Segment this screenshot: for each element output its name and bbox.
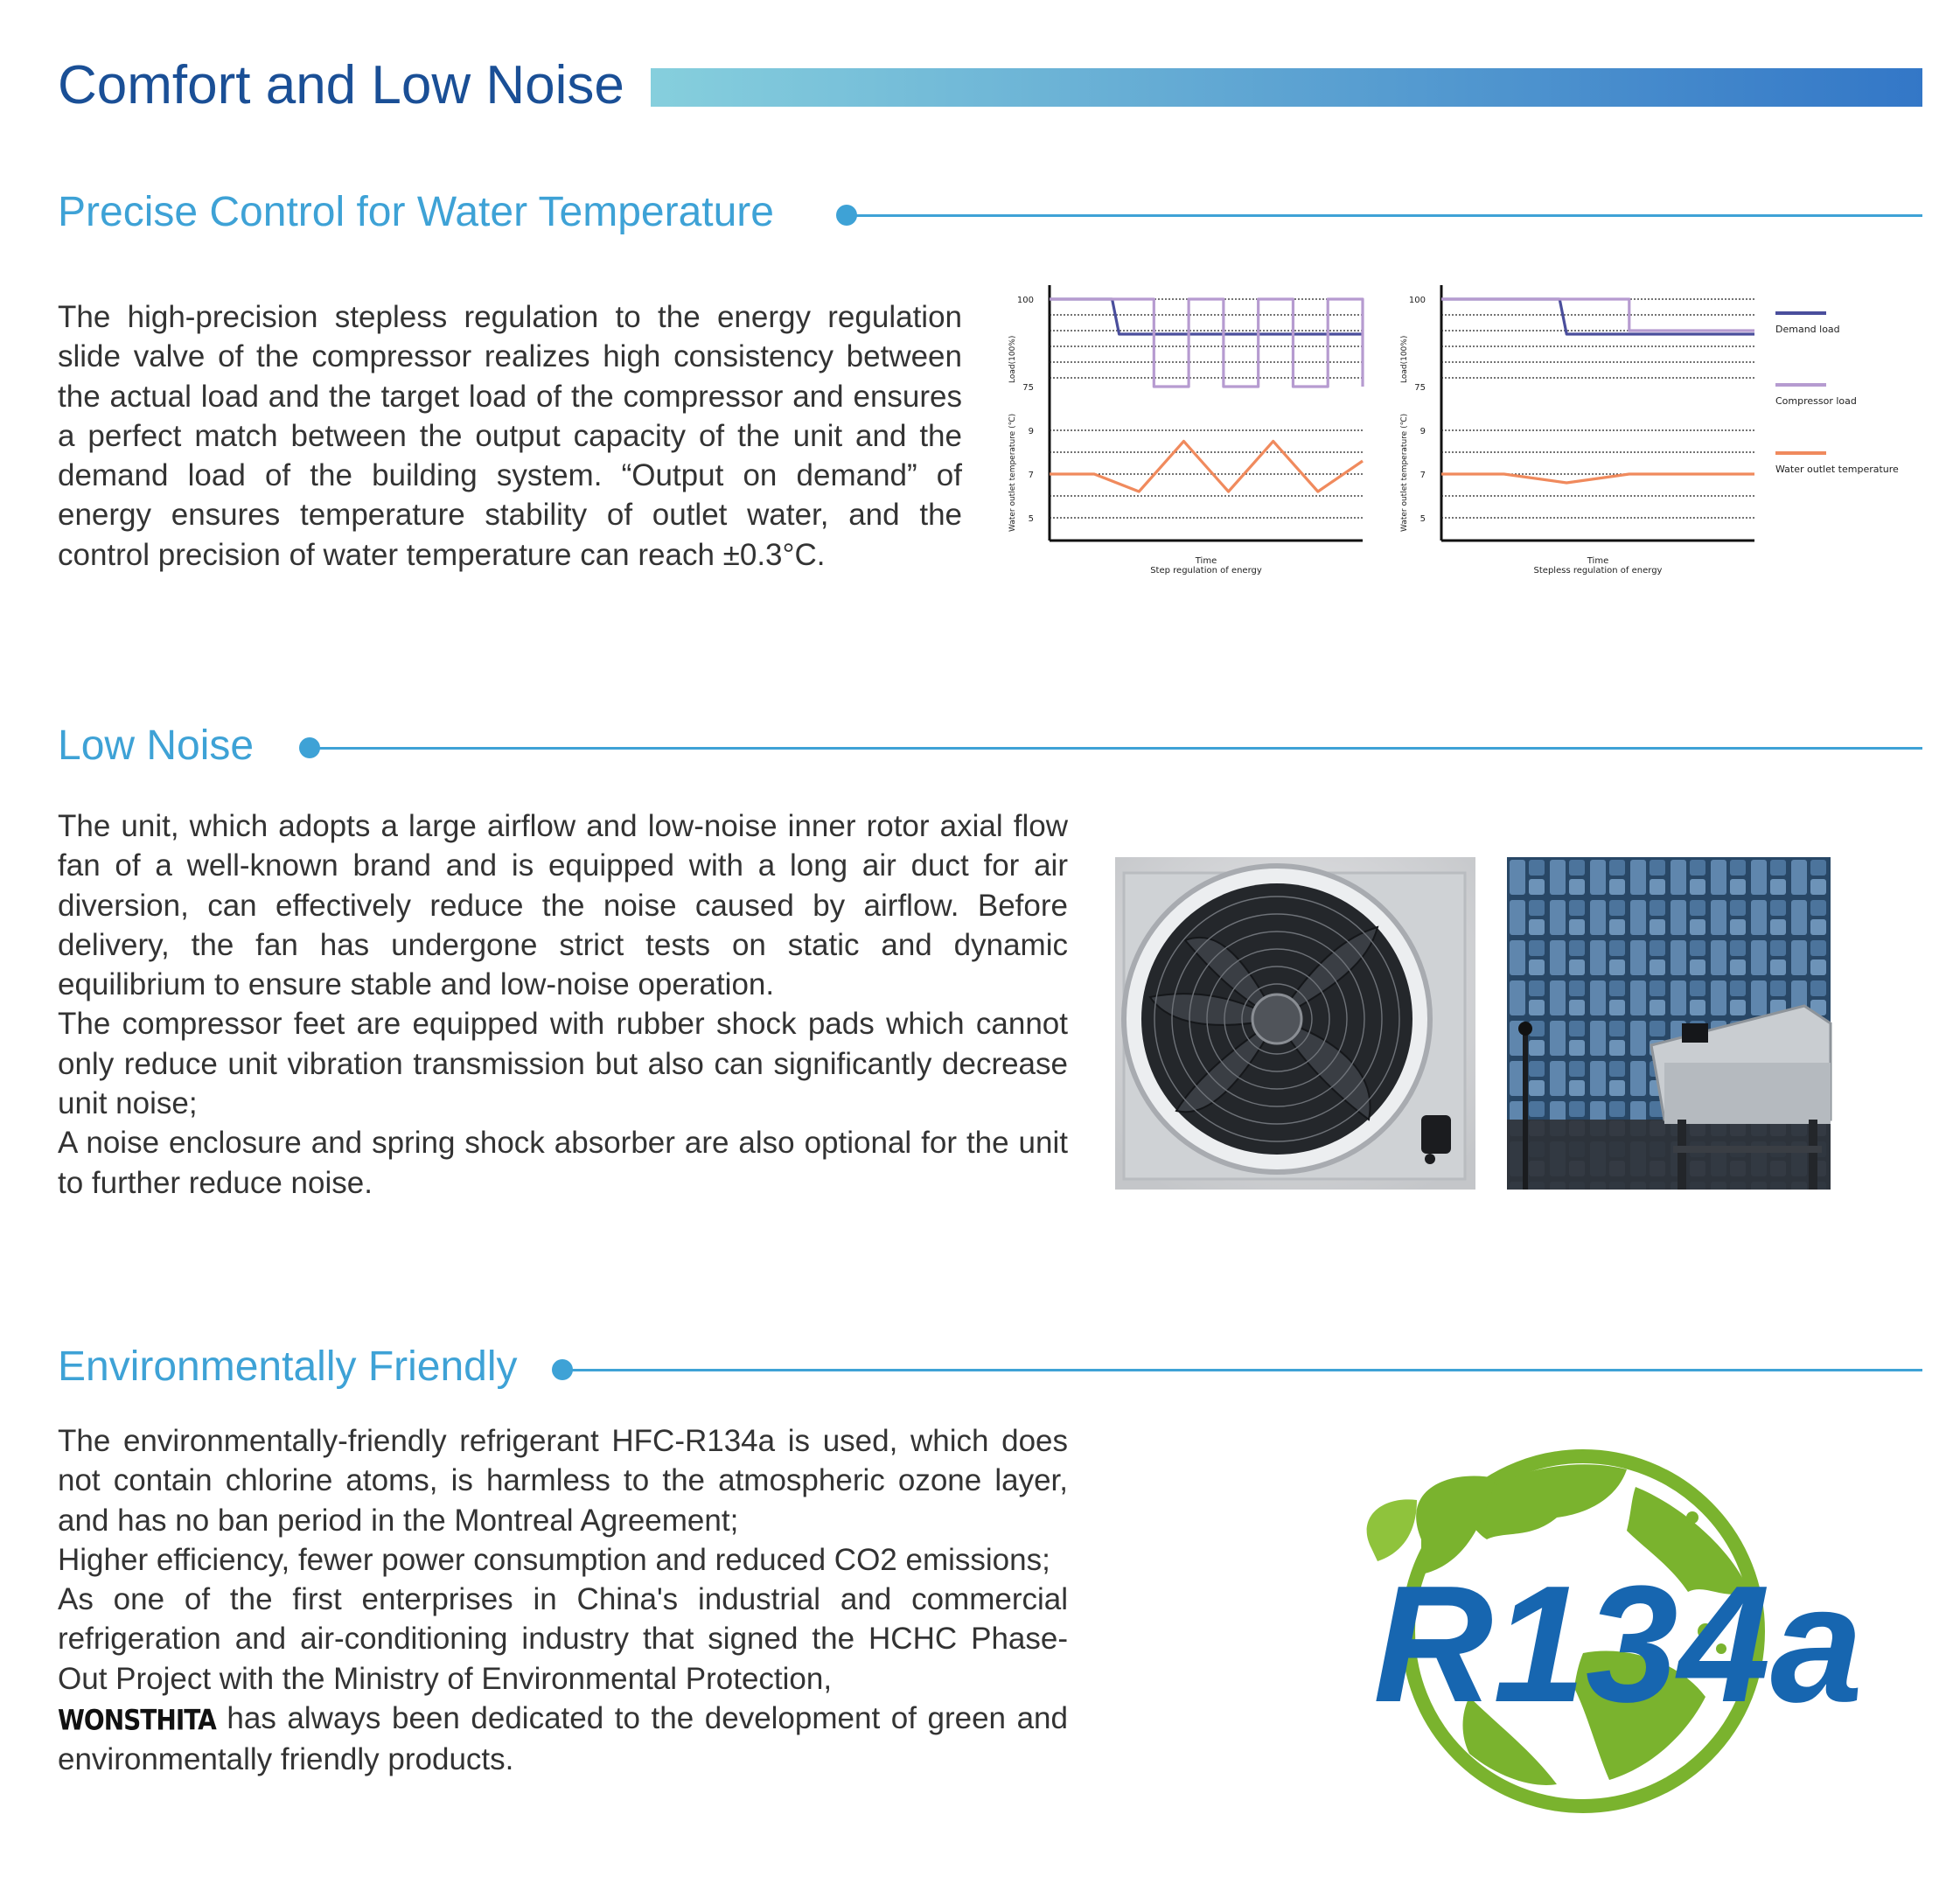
- x-axis-label: Time: [1587, 556, 1609, 566]
- series-line-0: [1050, 299, 1363, 334]
- legend-label-demand: Demand load: [1775, 324, 1840, 335]
- legend-swatch-demand: [1775, 311, 1826, 315]
- load-tick-label: 100: [1016, 296, 1034, 305]
- section-heading-environmentally-friendly: Environmentally Friendly: [58, 1343, 518, 1390]
- environment-paragraph-3-start: As one of the first enterprises in China's industrial and commercial refrigeration and air-conditioning industry that signed the HCHC Phase-Out Project with the Ministry of Environmental Protection,: [58, 1582, 1068, 1696]
- environment-paragraph-3-end: has always been dedicated to the development of green and environmentally friendly products.: [58, 1701, 1068, 1777]
- legend-swatch-compressor: [1775, 383, 1826, 387]
- precise-control-paragraph: The high-precision stepless regulation to the energy regulation slide valve of the compressor realizes high consistency between the actual load and the target load of the compressor and ensures a perfect match between the output capacity of the unit and the demand load of the building system. “Output on demand” of energy ensures temperature stability of outlet water, and the control precision of water temperature can reach ±0.3°C.: [58, 300, 962, 572]
- temp-tick-label: 7: [1419, 471, 1426, 480]
- legend-demand-load: [1775, 311, 1915, 335]
- load-tick-label: 75: [1414, 383, 1426, 393]
- brand-wordmark: WONSTHITA: [58, 1703, 216, 1737]
- legend-label-compressor: Compressor load: [1775, 395, 1857, 407]
- series-line-0: [1441, 299, 1754, 334]
- temp-tick-label: 7: [1028, 471, 1034, 480]
- temp-tick-label: 5: [1419, 514, 1426, 524]
- y-axis-label-load: Load(100%): [1008, 335, 1017, 383]
- fan-photo: [1115, 857, 1475, 1190]
- title-gradient-bar: [651, 68, 1922, 107]
- stepless-regulation-chart-svg: [1389, 278, 1774, 584]
- temp-tick-label: 9: [1028, 427, 1034, 436]
- fan-photo-illustration: [1115, 857, 1475, 1190]
- stepless-regulation-chart: [1389, 278, 1774, 589]
- y-axis-label-temp: Water outlet temperature (℃): [1008, 413, 1017, 532]
- x-axis-label: Time: [1195, 556, 1217, 566]
- r134a-logo: [1294, 1434, 1863, 1828]
- load-tick-label: 100: [1408, 296, 1426, 305]
- environment-paragraph-1: The environmentally-friendly refrigerant HFC-R134a is used, which does not contain chlorine atoms, is harmless to the atmospheric ozone layer, and has no ban period in the Montreal Agreement;: [58, 1424, 1068, 1538]
- legend-water-temp: [1775, 451, 1915, 475]
- chart-caption: Stepless regulation of energy: [1533, 566, 1663, 576]
- environment-paragraph-3: [58, 1580, 1068, 1779]
- step-regulation-chart-svg: [997, 278, 1382, 584]
- legend-label-water: Water outlet temperature: [1775, 464, 1899, 475]
- series-line-1: [1050, 299, 1363, 387]
- environment-text: [58, 1421, 1068, 1780]
- y-axis-label-temp: Water outlet temperature (℃): [1400, 413, 1409, 532]
- heading-rule: [310, 747, 1922, 750]
- low-noise-paragraph-3: A noise enclosure and spring shock absorber are also optional for the unit to further reduce noise.: [58, 1126, 1068, 1200]
- temp-tick-label: 5: [1028, 514, 1034, 524]
- page-title: Comfort and Low Noise: [58, 55, 624, 115]
- series-line-2: [1050, 442, 1363, 492]
- section-heading-precise-control: Precise Control for Water Temperature: [58, 189, 774, 235]
- anechoic-chamber-illustration: [1507, 857, 1831, 1190]
- legend-compressor-load: [1775, 383, 1915, 407]
- low-noise-paragraph-2: The compressor feet are equipped with rubber shock pads which cannot only reduce unit vibration transmission but also can significantly decrease unit noise;: [58, 1007, 1068, 1121]
- load-tick-label: 75: [1022, 383, 1034, 393]
- precise-control-text: [58, 297, 962, 575]
- anechoic-chamber-photo: [1507, 857, 1831, 1190]
- r134a-globe-illustration: [1294, 1434, 1863, 1828]
- low-noise-paragraph-1: The unit, which adopts a large airflow and low-noise inner rotor axial flow fan of a well-known brand and is equipped with a long air duct for air diversion, can effectively reduce the noise caused by airflow. Before delivery, the fan has undergone strict tests on static and dynamic equilibrium to ensure stable and low-noise operation.: [58, 809, 1068, 1002]
- series-line-2: [1441, 474, 1754, 483]
- legend-swatch-water: [1775, 451, 1826, 455]
- section-heading-low-noise: Low Noise: [58, 722, 255, 769]
- logo-text: R134a: [1373, 1552, 1863, 1737]
- step-regulation-chart: [997, 278, 1382, 589]
- y-axis-label-load: Load(100%): [1400, 335, 1409, 383]
- heading-rule: [562, 1369, 1922, 1371]
- chart-caption: Step regulation of energy: [1150, 566, 1262, 576]
- environment-paragraph-2: Higher efficiency, fewer power consumption and reduced CO2 emissions;: [58, 1542, 1050, 1577]
- temp-tick-label: 9: [1419, 427, 1426, 436]
- low-noise-text: [58, 806, 1068, 1203]
- heading-rule: [847, 214, 1922, 217]
